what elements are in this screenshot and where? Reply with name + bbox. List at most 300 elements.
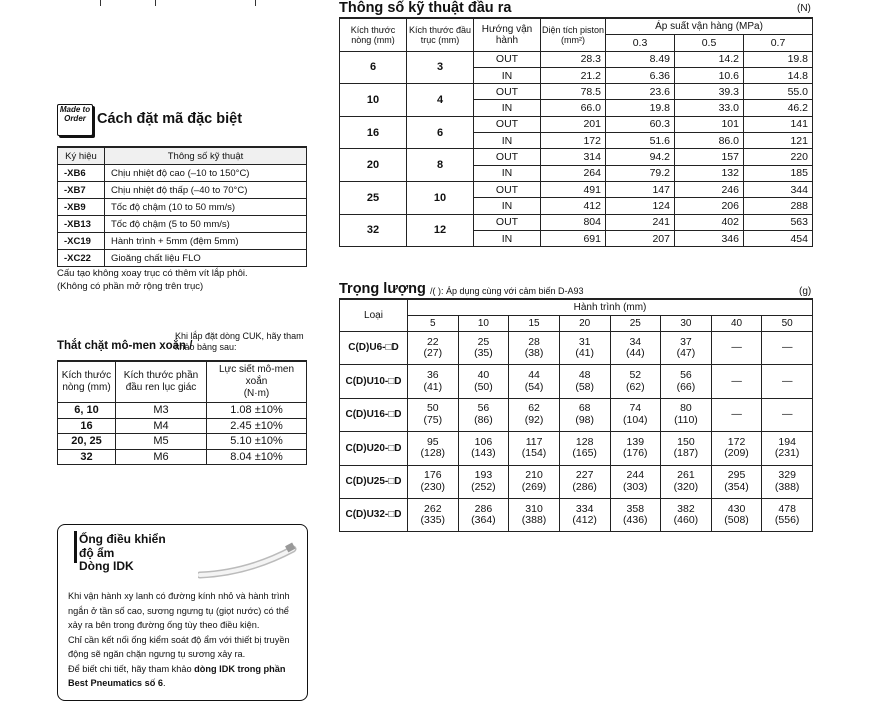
thread-cell: M6 <box>116 449 207 465</box>
bore-cell: 6 <box>340 51 407 84</box>
made-to-order-title: Cách đặt mã đặc biệt <box>97 111 243 127</box>
weight-cell <box>711 398 762 431</box>
spec-cell: Tốc độ chậm (5 to 50 mm/s) <box>105 216 307 233</box>
weight-value-sensor: (104) <box>623 413 648 426</box>
direction-cell: OUT <box>474 181 541 197</box>
value-cell: 454 <box>744 230 813 246</box>
torque-cell: 2.45 ±10% <box>207 418 307 434</box>
value-cell: 288 <box>744 198 813 214</box>
weight-value: 56 <box>680 369 692 382</box>
weight-value-sensor: (269) <box>521 480 547 493</box>
bore-cell: 16 <box>58 418 116 434</box>
rod-cell: 4 <box>407 84 474 117</box>
weight-cell <box>762 432 813 465</box>
weight-value: 430 <box>727 502 746 515</box>
rod-cell: 8 <box>407 149 474 182</box>
weight-cell <box>458 398 509 431</box>
weight-value-sensor: (436) <box>623 514 648 527</box>
header-p3: 0.7 <box>744 35 813 51</box>
value-cell: 132 <box>675 165 744 181</box>
weight-cell <box>661 465 712 498</box>
header-torque: Lực siết mô-men xoắn (N·m) <box>207 361 307 403</box>
weight-cell <box>458 432 509 465</box>
value-cell: 19.8 <box>744 51 813 67</box>
weight-value: 244 <box>626 469 645 482</box>
weight-cell <box>610 432 661 465</box>
value-cell: 220 <box>744 149 813 165</box>
weight-value-sensor: (54) <box>524 380 544 393</box>
value-cell: 21.2 <box>541 67 606 83</box>
torque-cell: 1.08 ±10% <box>207 403 307 419</box>
weight-value-sensor: (460) <box>673 514 699 527</box>
header-model: Loại <box>340 299 408 332</box>
value-cell: 147 <box>606 181 675 197</box>
header-thread: Kích thước phần đầu ren lục giác <box>116 361 207 403</box>
stroke-header: 20 <box>559 316 610 332</box>
weight-cell <box>408 498 459 531</box>
weight-cell <box>711 332 762 365</box>
weight-cell <box>408 465 459 498</box>
weight-value: 37 <box>680 335 692 348</box>
weight-value-sensor: (27) <box>423 347 443 360</box>
model-cell: C(D)U6-□D <box>340 332 408 365</box>
header-area: Diện tích piston (mm²) <box>541 18 606 51</box>
weight-cell <box>509 498 560 531</box>
direction-cell: IN <box>474 230 541 246</box>
table-row <box>340 181 813 197</box>
product-info-box <box>57 524 308 701</box>
weight-value: 52 <box>629 369 642 382</box>
weight-value: 172 <box>727 435 746 448</box>
weight-value-sensor: (110) <box>674 413 698 426</box>
weight-cell <box>509 398 560 431</box>
header-p2: 0.5 <box>675 35 744 51</box>
header-p1: 0.3 <box>606 35 675 51</box>
value-cell: 264 <box>541 165 606 181</box>
weight-value-sensor: (303) <box>623 480 648 493</box>
value-cell: 101 <box>675 116 744 132</box>
table-row <box>340 432 813 465</box>
weight-cell <box>661 332 712 365</box>
value-cell: 804 <box>541 214 606 230</box>
weight-value-sensor: (508) <box>724 514 749 527</box>
bore-cell: 25 <box>340 181 407 214</box>
weight-value-sensor: (143) <box>471 447 496 460</box>
value-cell: 33.0 <box>675 100 744 116</box>
value-cell: 344 <box>744 181 813 197</box>
weight-cell <box>762 465 813 498</box>
output-spec-unit: (N) <box>797 3 811 14</box>
weight-value: 358 <box>626 502 645 515</box>
weight-cell <box>610 365 661 398</box>
weight-value-sensor: (154) <box>521 447 547 460</box>
weight-value: 210 <box>525 469 543 482</box>
weight-cell <box>711 432 762 465</box>
table-row <box>58 403 307 419</box>
value-cell: 412 <box>541 198 606 214</box>
weight-value-sensor: (335) <box>420 514 446 527</box>
weight-value: 40 <box>477 369 490 382</box>
weight-value: — <box>731 341 742 354</box>
weight-value: 176 <box>424 469 442 482</box>
value-cell: 314 <box>541 149 606 165</box>
weight-value-sensor: (75) <box>423 413 443 426</box>
weight-value: 382 <box>677 502 695 515</box>
weight-value: 95 <box>426 435 439 448</box>
header-direction: Hướng vận hành <box>474 18 541 51</box>
weight-value: 62 <box>528 402 540 415</box>
weight-cell <box>661 365 712 398</box>
weight-cell <box>762 398 813 431</box>
weight-value-sensor: (41) <box>423 380 443 393</box>
value-cell: 46.2 <box>744 100 813 116</box>
weight-value: 286 <box>474 502 493 515</box>
product-description: Khi vận hành xy lanh có đường kính nhỏ và hành trình ngắn ở tần số cao, sương ngưng tụ (giọt nước) có thể xảy ra bên trong đường ống tùy theo điều kiện. Chỉ cần kết nối ống kiểm soát độ ẩm với thiết bị truyền động sẽ ngăn chặn ngưng tụ sương xảy ra. Để biết chi tiết, hãy tham khảo dòng IDK trong phần Best Pneumatics số 6. <box>68 591 290 688</box>
model-cell: C(D)U10-□D <box>340 365 408 398</box>
table-row <box>58 165 307 182</box>
value-cell: 79.2 <box>606 165 675 181</box>
weight-table <box>339 298 813 532</box>
bore-cell: 16 <box>340 116 407 149</box>
weight-cell <box>458 365 509 398</box>
spec-cell: Gioăng chất liệu FLO <box>105 250 307 267</box>
weight-cell <box>408 398 459 431</box>
weight-value: 150 <box>677 435 695 448</box>
value-cell: 23.6 <box>606 84 675 100</box>
table-row <box>340 398 813 431</box>
weight-cell <box>661 432 712 465</box>
weight-value-sensor: (165) <box>572 447 597 460</box>
weight-cell <box>509 365 560 398</box>
weight-cell <box>458 332 509 365</box>
code-cell: -XB13 <box>58 216 105 233</box>
weight-value: 139 <box>626 435 645 448</box>
direction-cell: OUT <box>474 149 541 165</box>
value-cell: 246 <box>675 181 744 197</box>
stroke-header: 50 <box>762 316 813 332</box>
value-cell: 172 <box>541 133 606 149</box>
weight-value: — <box>731 374 742 387</box>
value-cell: 8.49 <box>606 51 675 67</box>
value-cell: 206 <box>675 198 744 214</box>
weight-title: Trọng lượng <box>339 281 426 297</box>
rod-cell: 6 <box>407 116 474 149</box>
weight-value: 106 <box>474 435 493 448</box>
model-cell: C(D)U32-□D <box>340 498 408 531</box>
weight-cell <box>559 332 610 365</box>
header-code: Ký hiệu <box>58 147 105 165</box>
table-row <box>58 449 307 465</box>
value-cell: 241 <box>606 214 675 230</box>
value-cell: 157 <box>675 149 744 165</box>
weight-cell <box>458 498 509 531</box>
stroke-header: 5 <box>408 316 459 332</box>
bore-cell: 6, 10 <box>58 403 116 419</box>
weight-cell <box>509 465 560 498</box>
rod-cell: 10 <box>407 181 474 214</box>
weight-value-sensor: (364) <box>471 514 496 527</box>
weight-value-sensor: (176) <box>623 447 648 460</box>
value-cell: 141 <box>744 116 813 132</box>
weight-value: 261 <box>677 469 695 482</box>
value-cell: 10.6 <box>675 67 744 83</box>
value-cell: 691 <box>541 230 606 246</box>
bore-cell: 32 <box>340 214 407 247</box>
thread-cell: M5 <box>116 434 207 450</box>
bore-cell: 20, 25 <box>58 434 116 450</box>
direction-cell: OUT <box>474 84 541 100</box>
direction-cell: OUT <box>474 214 541 230</box>
weight-value: — <box>781 374 793 387</box>
weight-cell <box>661 398 712 431</box>
weight-value-sensor: (35) <box>474 347 493 360</box>
weight-cell <box>762 498 813 531</box>
weight-value: 329 <box>778 469 796 482</box>
table-row <box>340 51 813 67</box>
weight-value-sensor: (252) <box>471 480 496 493</box>
weight-cell <box>610 398 661 431</box>
weight-value: 22 <box>426 335 439 348</box>
weight-cell <box>509 432 560 465</box>
value-cell: 207 <box>606 230 675 246</box>
made-to-order-note: Cấu tạo không xoay trục có thêm vít lắp phôi. (Không có phần mở rộng trên trục) <box>57 268 248 292</box>
direction-cell: OUT <box>474 116 541 132</box>
value-cell: 14.2 <box>675 51 744 67</box>
value-cell: 6.36 <box>606 67 675 83</box>
weight-cell <box>559 498 610 531</box>
weight-value-sensor: (556) <box>774 514 800 527</box>
weight-value: — <box>781 341 793 354</box>
value-cell: 14.8 <box>744 67 813 83</box>
weight-subtitle: /( ): Áp dụng cùng với cảm biến D-A93 <box>430 286 584 296</box>
spec-cell: Hành trình + 5mm (đệm 5mm) <box>105 233 307 250</box>
weight-value: 295 <box>727 469 746 482</box>
torque-cell: 5.10 ±10% <box>207 434 307 450</box>
bore-cell: 20 <box>340 149 407 182</box>
table-row <box>58 250 307 267</box>
weight-value-sensor: (320) <box>673 480 699 493</box>
weight-value-sensor: (38) <box>524 347 544 360</box>
code-cell: -XB6 <box>58 165 105 182</box>
weight-value: 262 <box>424 502 442 515</box>
weight-value-sensor: (86) <box>474 413 493 426</box>
value-cell: 66.0 <box>541 100 606 116</box>
value-cell: 121 <box>744 133 813 149</box>
weight-value: 44 <box>528 369 540 382</box>
weight-cell <box>610 332 661 365</box>
tube-illustration <box>198 539 298 579</box>
weight-value: — <box>731 408 742 421</box>
table-row <box>340 465 813 498</box>
weight-value-sensor: (187) <box>673 447 699 460</box>
value-cell: 78.5 <box>541 84 606 100</box>
table-row <box>340 84 813 100</box>
made-to-order-table <box>57 146 307 267</box>
code-cell: -XC22 <box>58 250 105 267</box>
weight-cell <box>458 465 509 498</box>
value-cell: 39.3 <box>675 84 744 100</box>
stroke-header: 25 <box>610 316 661 332</box>
value-cell: 28.3 <box>541 51 606 67</box>
code-cell: -XC19 <box>58 233 105 250</box>
value-cell: 19.8 <box>606 100 675 116</box>
table-row <box>340 149 813 165</box>
table-row <box>340 116 813 132</box>
value-cell: 563 <box>744 214 813 230</box>
model-cell: C(D)U20-□D <box>340 432 408 465</box>
header-bore: Kích thước nòng (mm) <box>340 18 407 51</box>
header-rod: Kích thước đầu trục (mm) <box>407 18 474 51</box>
weight-unit: (g) <box>799 286 812 297</box>
value-cell: 124 <box>606 198 675 214</box>
weight-value: 34 <box>629 335 642 348</box>
product-title: Ống điều khiển độ ẩm Dòng IDK <box>79 532 166 573</box>
table-row <box>58 199 307 216</box>
thread-cell: M4 <box>116 418 207 434</box>
table-row <box>340 365 813 398</box>
weight-value: 227 <box>575 469 594 482</box>
code-cell: -XB7 <box>58 182 105 199</box>
header-spec: Thông số kỹ thuật <box>105 147 307 165</box>
weight-value: — <box>781 408 793 421</box>
weight-value: 36 <box>426 369 439 382</box>
header-stroke: Hành trình (mm) <box>408 299 813 316</box>
torque-table <box>57 360 307 465</box>
value-cell: 491 <box>541 181 606 197</box>
weight-value: 128 <box>575 435 594 448</box>
output-spec-title: Thông số kỹ thuật đầu ra <box>339 0 512 16</box>
weight-cell <box>559 432 610 465</box>
value-cell: 94.2 <box>606 149 675 165</box>
bore-cell: 32 <box>58 449 116 465</box>
weight-cell <box>559 365 610 398</box>
value-cell: 51.6 <box>606 133 675 149</box>
direction-cell: IN <box>474 198 541 214</box>
made-to-order-badge: Made to Order <box>57 104 93 136</box>
direction-cell: IN <box>474 133 541 149</box>
table-row <box>58 182 307 199</box>
weight-value-sensor: (209) <box>724 447 749 460</box>
value-cell: 185 <box>744 165 813 181</box>
weight-value-sensor: (50) <box>474 380 493 393</box>
weight-value-sensor: (62) <box>625 380 645 393</box>
weight-value-sensor: (388) <box>774 480 800 493</box>
weight-cell <box>661 498 712 531</box>
weight-value: 68 <box>578 402 591 415</box>
stroke-header: 15 <box>509 316 560 332</box>
weight-value-sensor: (41) <box>575 347 595 360</box>
direction-cell: IN <box>474 165 541 181</box>
weight-cell <box>408 365 459 398</box>
weight-value-sensor: (92) <box>524 413 544 426</box>
weight-value: 56 <box>477 402 490 415</box>
table-row <box>340 498 813 531</box>
weight-value-sensor: (128) <box>420 447 446 460</box>
weight-value: 117 <box>525 435 543 448</box>
accent-bar <box>58 525 63 555</box>
spec-cell: Chịu nhiệt độ cao (–10 to 150°C) <box>105 165 307 182</box>
weight-value: 193 <box>474 469 493 482</box>
table-row <box>340 214 813 230</box>
weight-value: 74 <box>629 402 642 415</box>
direction-cell: OUT <box>474 51 541 67</box>
weight-cell <box>762 332 813 365</box>
value-cell: 55.0 <box>744 84 813 100</box>
output-spec-table <box>339 17 813 247</box>
bore-cell: 10 <box>340 84 407 117</box>
header-pressure: Áp suất vận hàng (MPa) <box>606 18 813 35</box>
weight-value: 310 <box>525 502 543 515</box>
page-mark <box>255 0 256 6</box>
direction-cell: IN <box>474 67 541 83</box>
stroke-header: 40 <box>711 316 762 332</box>
weight-value-sensor: (286) <box>572 480 597 493</box>
weight-cell <box>408 432 459 465</box>
weight-value-sensor: (230) <box>420 480 446 493</box>
weight-value: 31 <box>578 335 591 348</box>
weight-cell <box>610 465 661 498</box>
model-cell: C(D)U25-□D <box>340 465 408 498</box>
weight-cell <box>711 465 762 498</box>
torque-title: Thắt chặt mô-men xoắn / <box>57 340 193 352</box>
rod-cell: 12 <box>407 214 474 247</box>
weight-value: 50 <box>426 402 439 415</box>
weight-cell <box>559 398 610 431</box>
weight-cell <box>711 365 762 398</box>
weight-value: 28 <box>528 335 540 348</box>
page-mark <box>100 0 101 6</box>
code-cell: -XB9 <box>58 199 105 216</box>
table-row <box>58 216 307 233</box>
weight-value: 194 <box>778 435 796 448</box>
weight-value: 25 <box>477 335 490 348</box>
weight-value-sensor: (98) <box>575 413 595 426</box>
rod-cell: 3 <box>407 51 474 84</box>
stroke-header: 10 <box>458 316 509 332</box>
weight-value-sensor: (388) <box>521 514 547 527</box>
weight-cell <box>610 498 661 531</box>
spec-cell: Tốc độ chậm (10 to 50 mm/s) <box>105 199 307 216</box>
header-bore: Kích thước nòng (mm) <box>58 361 116 403</box>
model-cell: C(D)U16-□D <box>340 398 408 431</box>
value-cell: 60.3 <box>606 116 675 132</box>
value-cell: 201 <box>541 116 606 132</box>
torque-side-note: Khi lắp đặt dòng CUK, hãy tham khảo bảng sau: <box>175 331 304 352</box>
weight-value: 334 <box>575 502 594 515</box>
value-cell: 402 <box>675 214 744 230</box>
weight-value-sensor: (354) <box>724 480 749 493</box>
stroke-header: 30 <box>661 316 712 332</box>
weight-value-sensor: (44) <box>625 347 645 360</box>
weight-cell <box>509 332 560 365</box>
spec-cell: Chịu nhiệt độ thấp (–40 to 70°C) <box>105 182 307 199</box>
weight-value: 80 <box>680 402 692 415</box>
weight-value-sensor: (58) <box>575 380 595 393</box>
weight-cell <box>762 365 813 398</box>
thread-cell: M3 <box>116 403 207 419</box>
table-row <box>340 332 813 365</box>
torque-cell: 8.04 ±10% <box>207 449 307 465</box>
value-cell: 346 <box>675 230 744 246</box>
weight-cell <box>408 332 459 365</box>
weight-value-sensor: (66) <box>676 380 696 393</box>
weight-value: 48 <box>578 369 591 382</box>
table-row <box>58 233 307 250</box>
weight-cell <box>711 498 762 531</box>
table-row <box>58 418 307 434</box>
direction-cell: IN <box>474 100 541 116</box>
table-row <box>58 434 307 450</box>
